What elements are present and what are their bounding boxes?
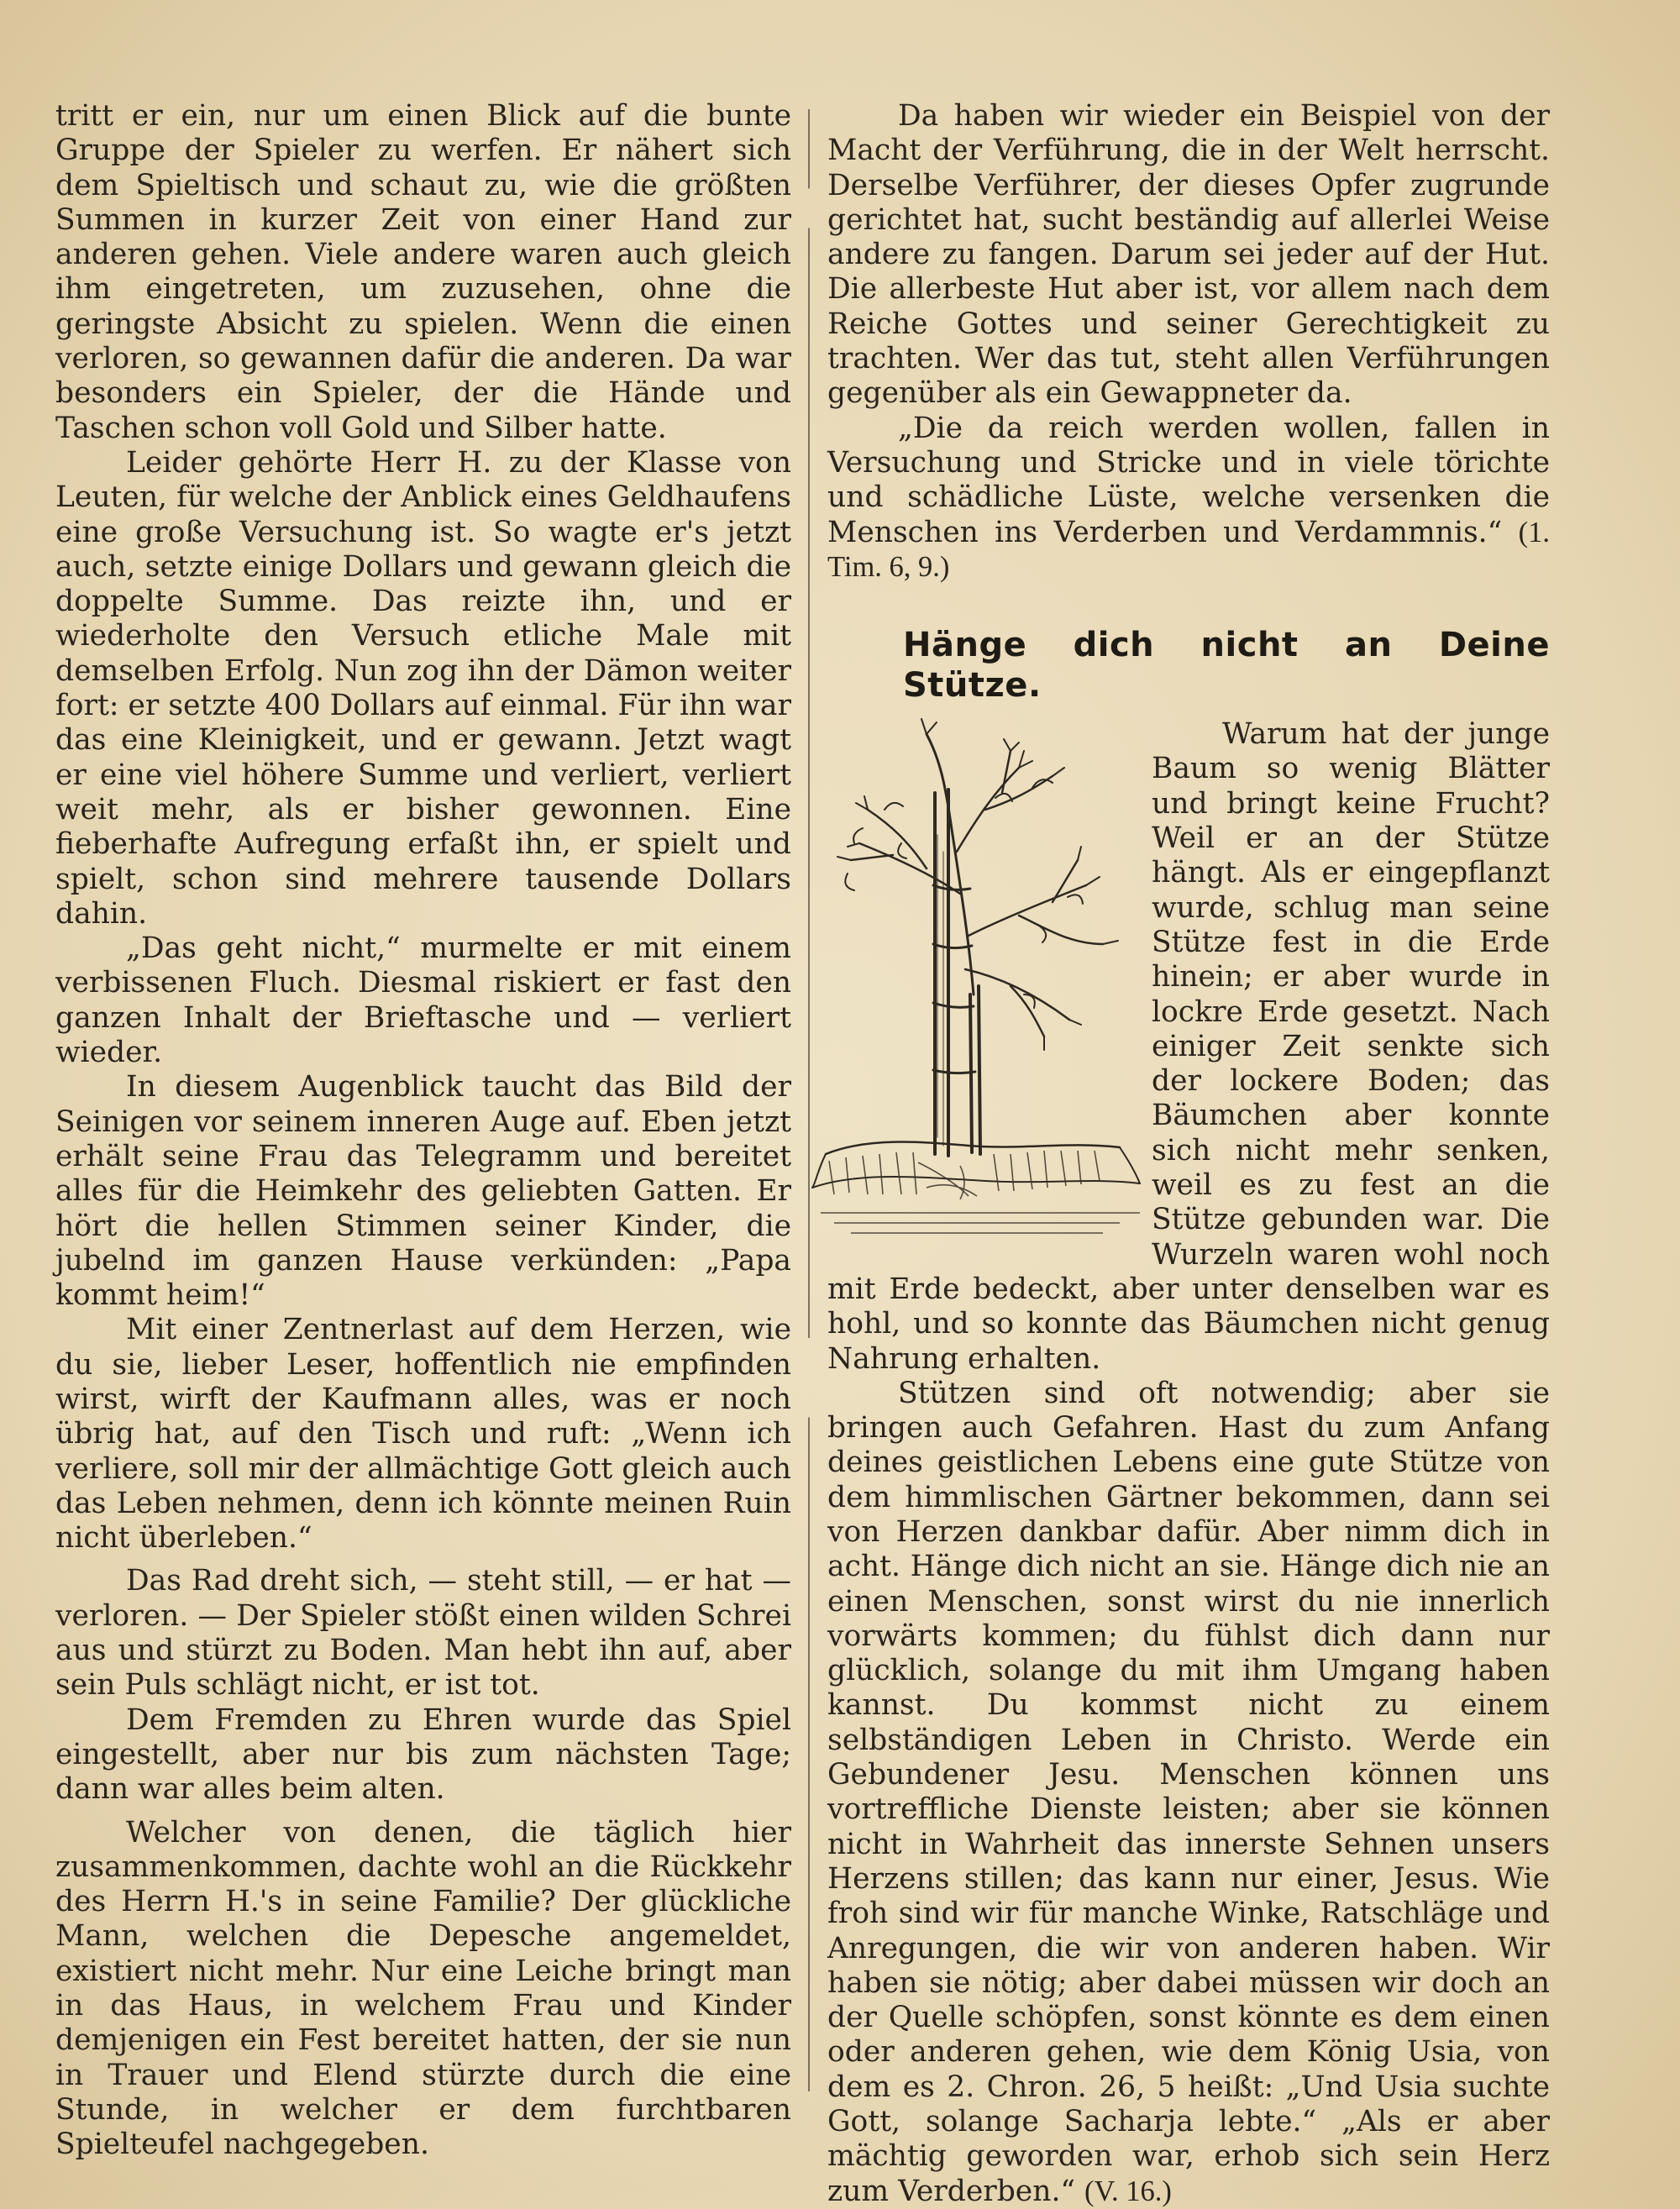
bible-quote — [827, 412, 1550, 585]
paragraph: tritt er ein, nur um einen Blick auf die bunte Gruppe der Spieler zu werfen. Er nähert sich dem Spieltisch und schaut zu, wie die größten Summen in kurzer Zeit von einer Hand zur anderen gehen. Viele andere waren auch gleich ihm eingetreten, um zuzusehen, ohne die geringste Absicht zu spielen. Wenn die einen verloren, so gewannen dafür die anderen. Da war besonders ein Spieler, der die Hände und Taschen schon voll Gold und Silber hatte. — [55, 99, 791, 445]
paragraph: Da haben wir wieder ein Beispiel von der Macht der Verführung, die in der Welt herrscht. Derselbe Verführer, der dieses Opfer zugrunde gerichtet hat, sucht beständig auf allerlei Weise andere zu fangen. Darum sei jeder auf der Hut. Die allerbeste Hut aber ist, vor allem nach dem Reiche Gottes und seiner Gerechtigkeit zu trachten. Wer das tut, steht allen Verführungen gegenüber als ein Gewappneter da. — [827, 99, 1550, 411]
quote-reference: (1. Tim. 6, 9.) — [827, 516, 1550, 583]
paragraph: Dem Fremden zu Ehren wurde das Spiel eingestellt, aber nur bis zum nächsten Tage; dann war alles beim alten. — [55, 1703, 791, 1807]
left-column — [55, 99, 791, 2163]
paragraph: Welcher von denen, die täglich hier zusammenkommen, dachte wohl an die Rückkehr des Herrn H.'s in seine Familie? Der glückliche Mann, welchen die Depesche angemeldet, existiert nicht mehr. Nur eine Leiche bringt man in das Haus, in welchem Frau und Kinder demjenigen ein Fest bereitet hatten, der sie nun in Trauer und Elend stürzte durch die eine Stunde, in welcher er dem furchtbaren Spielteufel nachgegeben. — [55, 1815, 791, 2162]
tree-with-stake-illustration — [801, 717, 1145, 1251]
paragraph: „Das geht nicht,“ murmelte er mit einem verbissenen Fluch. Diesmal riskiert er fast den ganzen Inhalt der Brieftasche und — verliert wieder. — [55, 931, 791, 1070]
right-column — [827, 99, 1550, 2209]
paragraph: Warum hat der junge Baum so wenig Blätter und bringt keine Frucht? Weil er an der Stütze hängt. Als er eingepflanzt wurde, schlug man seine Stütze fest in die Erde hinein; er aber wurde in lockre Erde gesetzt. Nach einiger Zeit senkte sich der lockere Boden; das Bäumchen aber konnte sich nicht mehr senken, weil es zu fest an die Stütze gebunden war. Die Wurzeln waren wohl noch mit Erde bedeckt, aber unter denselben war es hohl, und so konnte das Bäumchen nicht genug Nahrung erhalten. — [827, 717, 1550, 1376]
paragraph — [827, 1377, 1550, 2209]
paragraph: In diesem Augenblick taucht das Bild der Seinigen vor seinem inneren Auge auf. Eben jetzt erhält seine Frau das Telegramm und bereitet alles für die Heimkehr des geliebten Gatten. Er hört die hellen Stimmen seiner Kinder, die jubelnd im ganzen Hause verkünden: „Papa kommt heim!“ — [55, 1070, 791, 1313]
paragraph: Leider gehörte Herr H. zu der Klasse von Leuten, für welche der Anblick eines Geldhaufens eine große Versuchung ist. So wagte er's jetzt auch, setzte einige Dollars und gewann gleich die doppelte Summe. Das reizte ihn, und er wiederholte den Versuch etliche Male mit demselben Erfolg. Nun zog ihn der Dämon weiter fort: er setzte 400 Dollars auf einmal. Für ihn war das eine Kleinigkeit, und er gewann. Jetzt wagt er eine viel höhere Summe und verliert, verliert weit mehr, als er bisher gewonnen. Eine fieberhafte Aufregung erfaßt ihn, er spielt und spielt, schon sind mehrere tausende Dollars dahin. — [55, 445, 791, 931]
paragraph: Mit einer Zentnerlast auf dem Herzen, wie du sie, lieber Leser, hoffentlich nie empfinden wirst, wirft der Kaufmann alles, was er noch übrig hat, auf den Tisch und ruft: „Wenn ich verliere, soll mir der allmächtige Gott gleich auch das Leben nehmen, denn ich könnte meinen Ruin nicht überleben.“ — [55, 1313, 791, 1556]
paragraph: Das Rad dreht sich, — steht still, — er hat — verloren. — Der Spieler stößt einen wilden Schrei aus und stürzt zu Boden. Man hebt ihn auf, aber sein Puls schlägt nicht, er ist tot. — [55, 1564, 791, 1703]
quote-text: „Die da reich werden wollen, fallen in Versuchung und Stricke und in viele törichte und schädliche Lüste, welche versenken die Menschen ins Verderben und Verdammnis.“ — [827, 411, 1550, 549]
article-heading: Hänge dich nicht an Deine Stütze. — [903, 626, 1550, 706]
closing-reference: (V. 16.) — [1084, 2175, 1172, 2207]
paragraph-text: Stützen sind oft notwendig; aber sie bringen auch Gefahren. Hast du zum Anfang deines geistlichen Lebens eine gute Stütze von dem himmlischen Gärtner bekommen, dann sei von Herzen dankbar dafür. Aber nimm dich in acht. Hänge dich nicht an sie. Hänge dich nie an einen Menschen, sonst wirst du nie innerlich vorwärts kommen; du fühlst dich dann nur glücklich, solange du mit ihm Umgang haben kannst. Du kommst nicht zu einem selbständigen Leben in Christo. Werde ein Gebundener Jesu. Menschen können uns vortreffliche Dienste leisten; aber sie können nicht in Wahrheit das innerste Sehnen unsers Herzens stillen; das kann nur einer, Jesus. Wie froh sind wir für manche Winke, Ratschläge und Anregungen, die wir von anderen haben. Wir haben sie nötig; aber dabei müssen wir doch an der Quelle schöpfen, sonst könnte es dem einen oder anderen gehen, wie dem König Usia, von dem es 2. Chron. 26, 5 heißt: „Und Usia suchte Gott, solange Sacharja lebte.“ „Als er aber mächtig geworden war, erhob sich sein Herz zum Verderben.“ — [827, 1376, 1550, 2208]
